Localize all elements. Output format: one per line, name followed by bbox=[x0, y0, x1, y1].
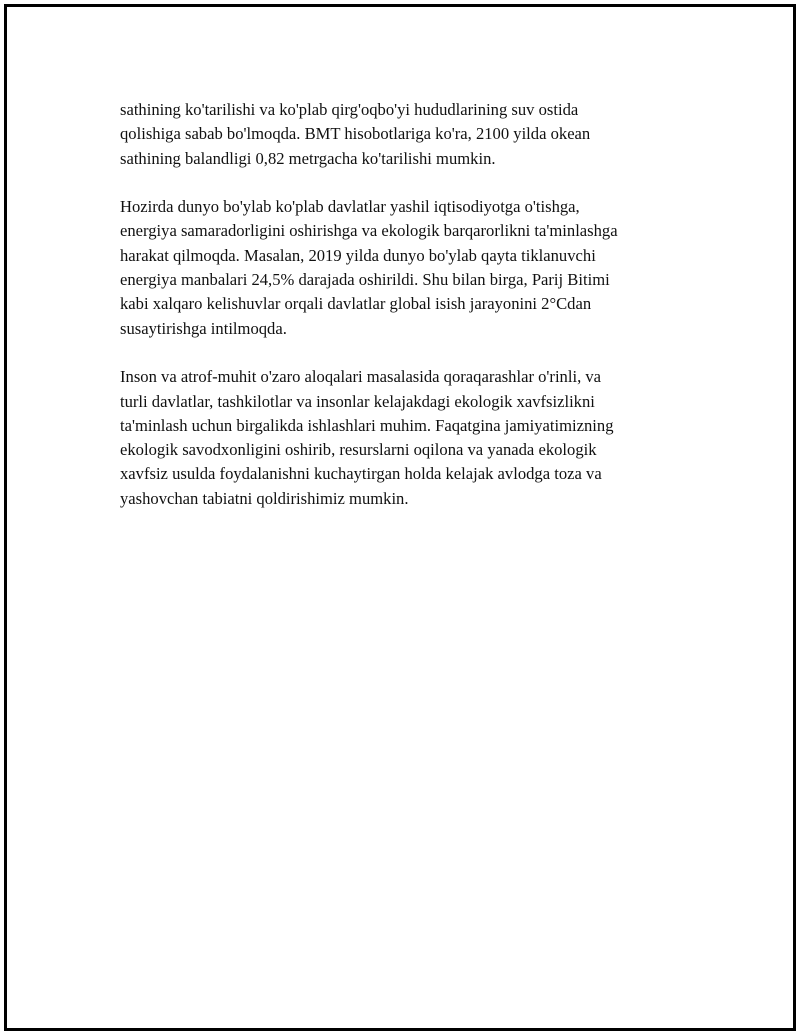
paragraph-human-environment: Inson va atrof-muhit o'zaro aloqalari masalasida qoraqarashlar o'rinli, va turli davlatlar, tashkilotlar va insonlar kelajakdagi ekologik xavfsizlikni ta'minlash uchun birgalikda ishlashlari muhim. Faqatgina jamiyatimizning ekologik savodxonligini oshirib, resurslarni oqilona va yanada ekologik xavfsiz usulda foydalanishni kuchaytirgan holda kelajak avlodga toza va yashovchan tabiatni qoldirishimiz mumkin. bbox=[120, 367, 614, 508]
document-body bbox=[120, 98, 680, 535]
page-frame bbox=[4, 4, 796, 1031]
paragraph-sea-level: sathining ko'tarilishi va ko'plab qirg'oqbo'yi hududlarining suv ostida qolishiga sabab bo'lmoqda. BMT hisobotlariga ko'ra, 2100 yilda okean sathining balandligi 0,82 metrgacha ko'tarilishi mumkin. bbox=[120, 100, 591, 168]
paragraph-green-economy: Hozirda dunyo bo'ylab ko'plab davlatlar yashil iqtisodiyotga o'tishga, energiya samaradorligini oshirishga va ekologik barqarorlikni ta'minlashga harakat qilmoqda. Masalan, 2019 yilda dunyo bo'ylab qayta tiklanuvchi energiya manbalari 24,5% darajada oshirildi. Shu bilan birga, Parij Bitimi kabi xalqaro kelishuvlar orqali davlatlar global isish jarayonini 2°Cdan susaytirishga intilmoqda. bbox=[120, 197, 618, 338]
